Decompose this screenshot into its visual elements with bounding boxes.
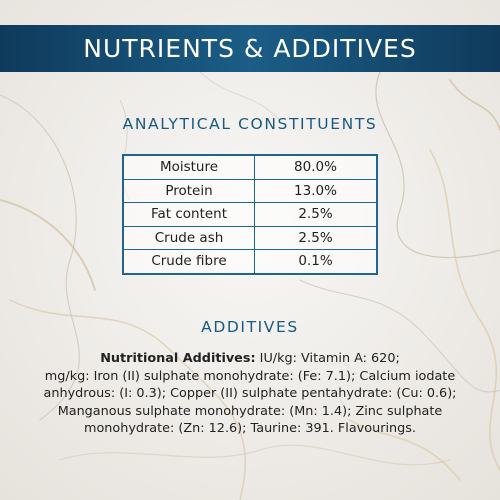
table-row	[123, 226, 377, 250]
constituent-value: 2.5%	[255, 203, 378, 227]
additives-line: anhydrous: (I: 0.3); Copper (II) sulphate pentahydrate: (Cu: 0.6);	[43, 386, 457, 402]
constituent-name: Crude fibre	[123, 250, 255, 274]
table-row	[123, 250, 377, 274]
constituent-name: Protein	[123, 179, 255, 203]
analytical-constituents-table	[122, 154, 378, 275]
constituent-value: 2.5%	[255, 226, 378, 250]
analytical-constituents-title: ANALYTICAL CONSTITUENTS	[122, 115, 378, 133]
constituent-value: 0.1%	[255, 250, 378, 274]
constituent-value: 13.0%	[255, 179, 378, 203]
constituent-name: Moisture	[123, 155, 255, 179]
constituent-name: Fat content	[123, 203, 255, 227]
additives-line	[0, 350, 500, 368]
table-row	[123, 179, 377, 203]
additives-title: ADDITIVES	[201, 318, 299, 336]
additives-line: Manganous sulphate monohydrate: (Mn: 1.4); Zinc sulphate	[57, 403, 443, 419]
additives-paragraph	[0, 350, 500, 438]
constituent-value: 80.0%	[255, 155, 378, 179]
header-banner	[0, 25, 500, 72]
additives-lead: Nutritional Additives:	[100, 351, 256, 366]
page-title: NUTRIENTS & ADDITIVES	[83, 34, 417, 63]
additives-line-text: IU/kg: Vitamin A: 620;	[259, 351, 400, 366]
constituent-name: Crude ash	[123, 226, 255, 250]
additives-line: monohydrate: (Zn: 12.6); Taurine: 391. Flavourings.	[84, 421, 416, 437]
table-row	[123, 203, 377, 227]
additives-line: mg/kg: Iron (II) sulphate monohydrate: (Fe: 7.1); Calcium iodate	[44, 368, 456, 384]
table-row	[123, 155, 377, 179]
